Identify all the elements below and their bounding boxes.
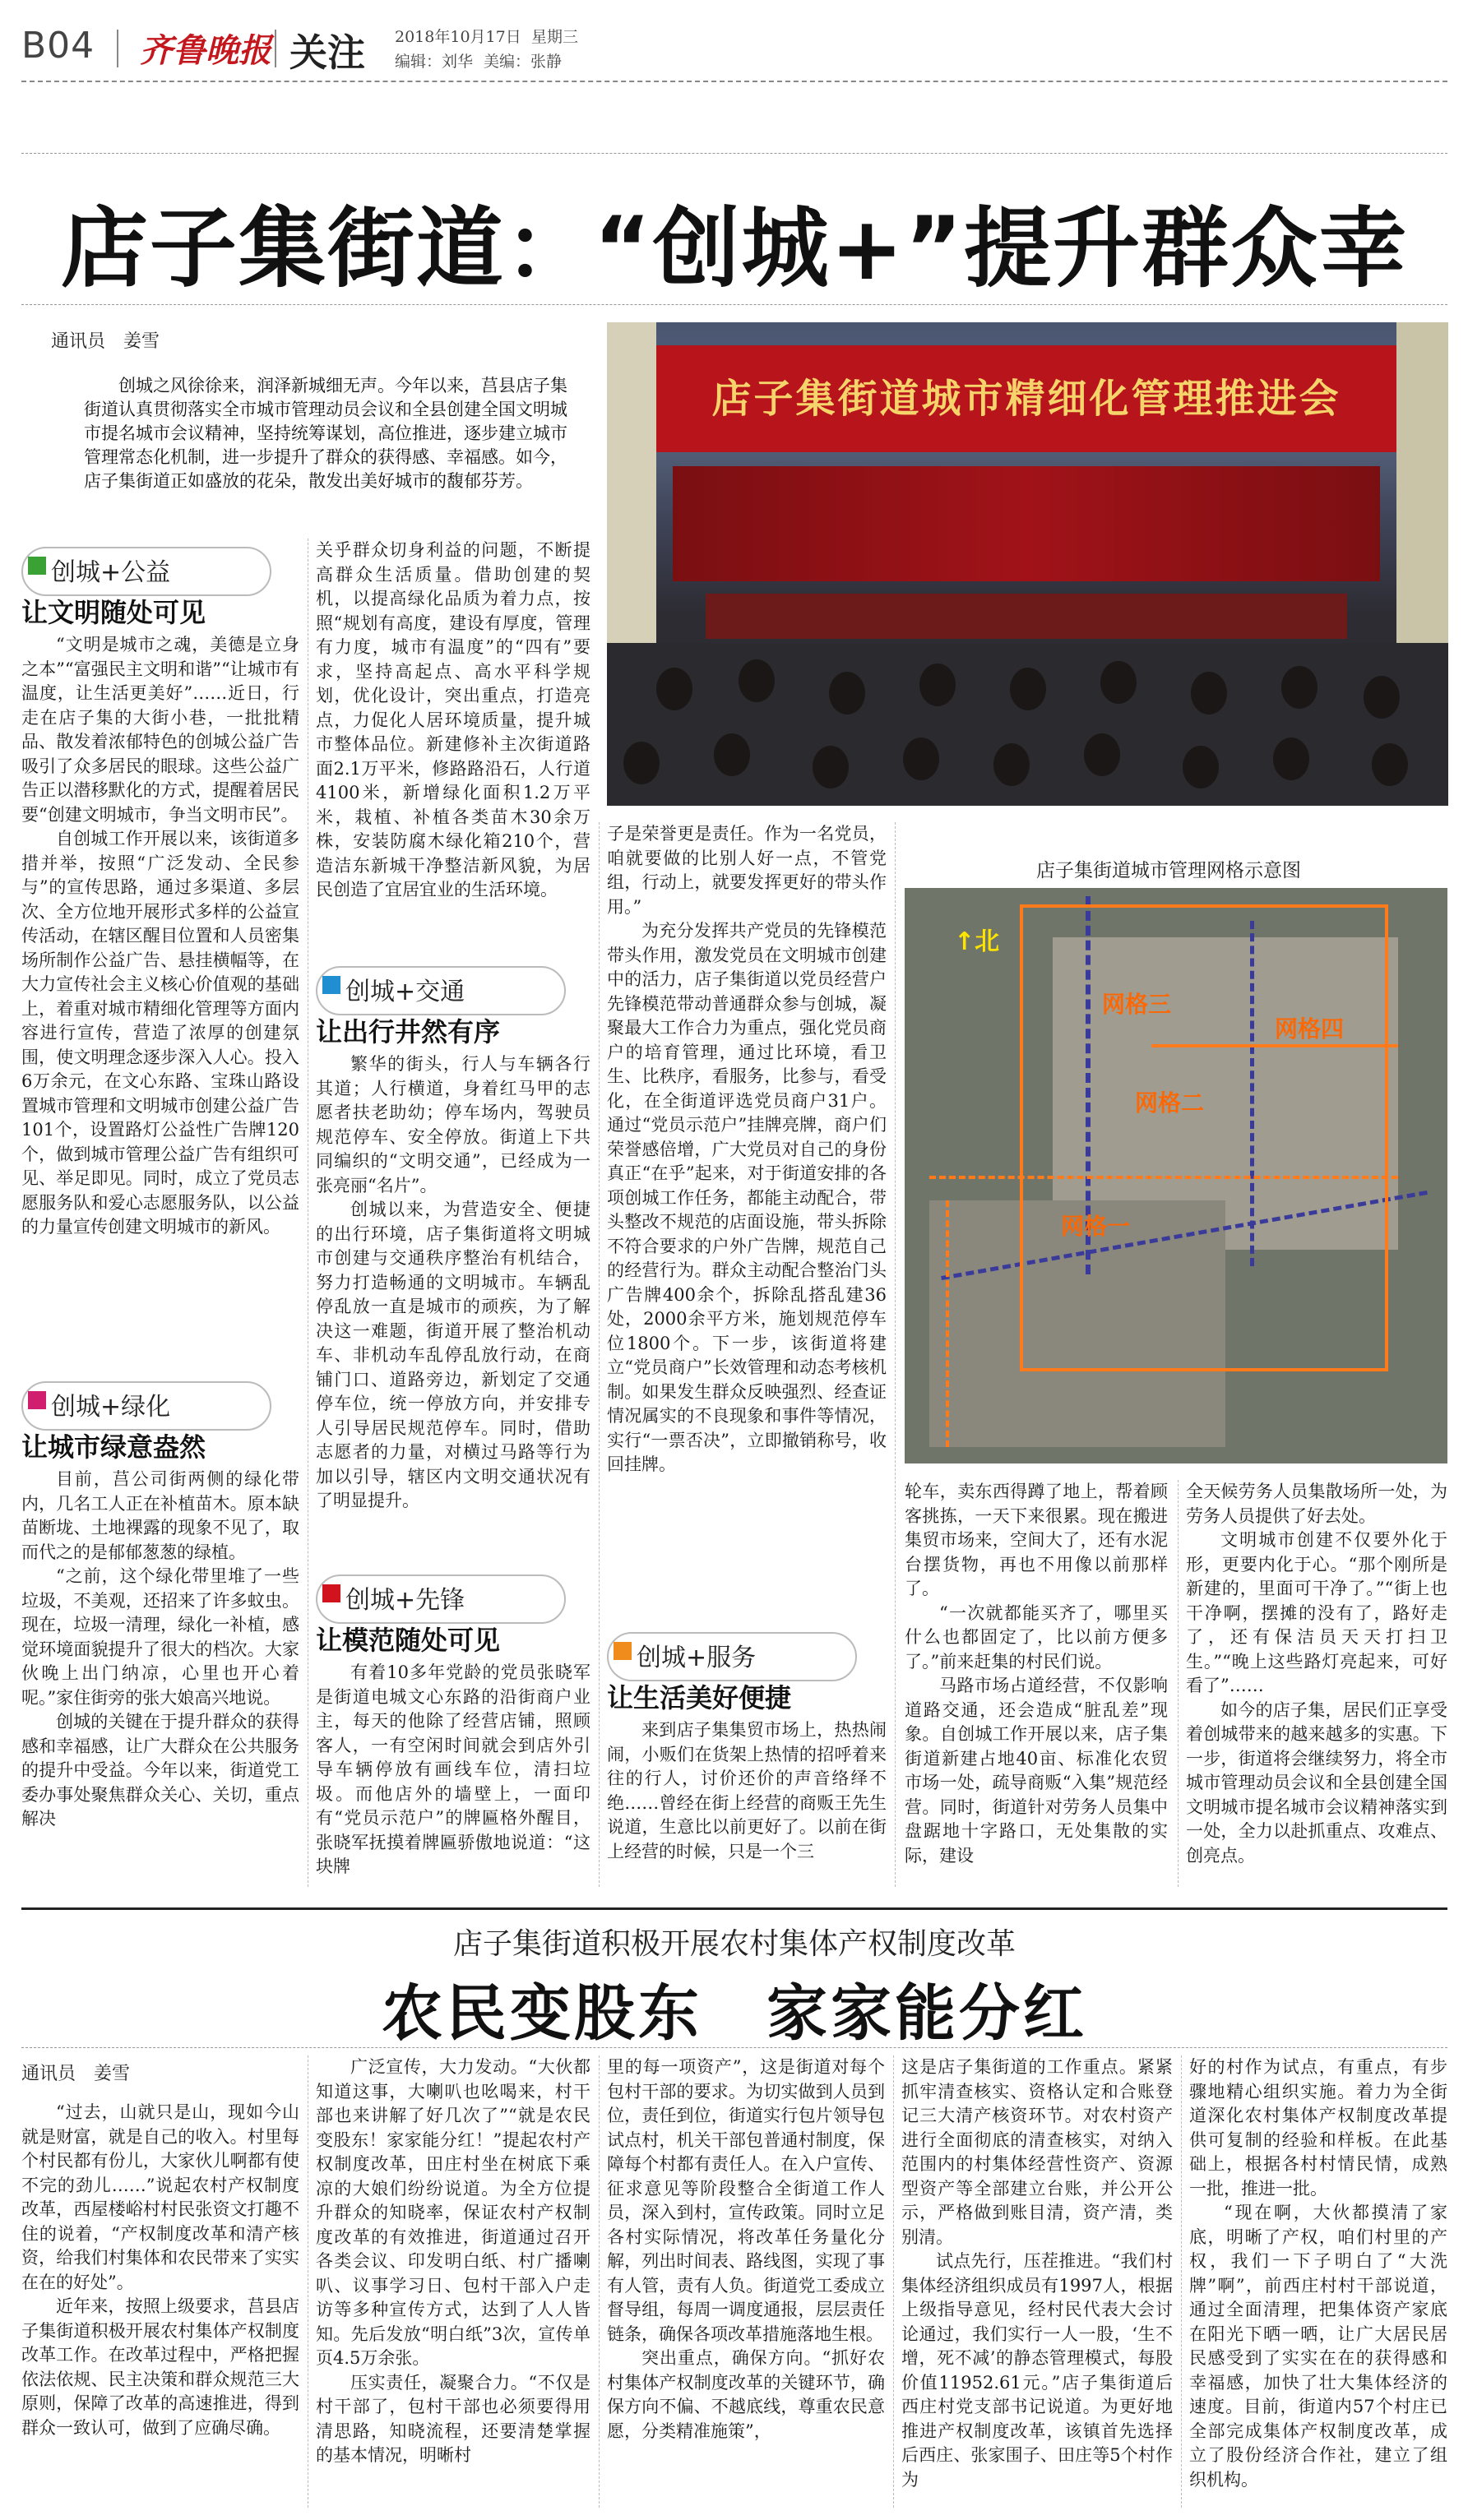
section-header-lvhua: 创城+绿化 bbox=[21, 1381, 271, 1431]
article2-kicker: 店子集街道积极开展农村集体产权制度改革 bbox=[452, 1927, 1016, 1961]
section-subtitle-fuwu: 让生活美好便捷 bbox=[607, 1682, 792, 1713]
article2-column-2: 广泛宣传，大力发动。“大伙都知道这事，大喇叭也吆喝来，村干部也来讲解了好几次了”“就是农民变股东！家家能分红！”提起农村产权制度改革，田庄村坐在树底下乘凉的大娘们纷纷说道。为全方位提升群众的知晓率，保证农村产权制度改革的有效推进，街道通过召开各类会议、印发明白纸、村广播喇叭、议事学习日、包村干部入户走访等多种宣传方式，达到了人人皆知。先后发放“明白纸”3次，宣传单页4.5万余张。 压实责任，凝聚合力。“不仅是村干部了，包村干部也必须要得用清思路，知晓流程，还要清楚掌握的基本情况，明晰村 bbox=[316, 2057, 590, 2465]
meeting-photo bbox=[607, 322, 1448, 806]
editor-credit: 编辑：刘华 bbox=[395, 53, 474, 71]
column-1-text-b: 目前，莒公司街两侧的绿化带内，几名工人正在补植苗木。原本缺苗断垅、土地裸露的现象不见了，取而代之的是郁郁葱葱的绿植。 “之前，这个绿化带里堆了一些垃圾，不美观，还招来了许多蚊虫。现在，垃圾一清理，绿化一补植，感觉环境面貌提升了很大的档次。大家伙晚上出门纳凉，心里也开心着呢。”家住街旁的张大娘高兴地说。 创城的关键在于提升群众的获得感和幸福感，让广大群众在公共服务的提升中受益。今年以来，街道党工委办事处聚焦群众关心、关切，重点解决 bbox=[21, 1469, 299, 1829]
header-separator bbox=[117, 30, 118, 67]
orange-square-icon bbox=[614, 1642, 632, 1660]
column-4-text: 轮车，卖东西得蹲了地上，帮着顾客挑拣，一天下来很累。现在搬进集贸市场来，空间大了，还有水泥台摆货物，再也不用像以前那样了。 “一次就都能买齐了，哪里买什么也都固定了，比以前方便多了。”前来赶集的村民们说。 马路市场占道经营，不仅影响道路交通，还会造成“脏乱差”现象。自创城工作开展以来，店子集街道新建占地40亩、标准化农贸市场一处，疏导商贩“入集”规范经营。同时，街道针对劳务人员集中盘踞地十字路口，无处集散的实际，建设 bbox=[905, 1482, 1168, 1866]
column-3-text-a: 子是荣誉更是责任。作为一名党员，咱就要做的比别人好一点，不管党组，行动上，就要发挥更好的带头作用。” 为充分发挥共产党员的先锋模范带头作用，激发党员在文明城市创建中的活力，店子集街道以党员经营户先锋模范带动普通群众参与创城，凝聚最大工作合力为重点，强化党员商户的培育管理，通过比环境，看卫生、比秩序，看服务，比参与，看受化，在全街道评选党员商户31户。通过“党员示范户”挂牌亮牌，商户们荣誉感倍增，广大党员对自己的身份真正“在乎”起来，对于街道安排的各项创城工作任务，都能主动配合，带头整改不规范的店面设施，带头拆除不符合要求的户外广告牌，规范自己的经营行为。群众主动配合整治门头广告牌400余个，拆除乱搭乱建36处，2000余平方米，施划规范停车位1800个。下一步，该街道将建立“党员商户”长效管理和动态考核机制。如果发生群众反映强烈、经查证情况属实的不良现象和事件等情况，实行“一票否决”，立即撤销称号，收回挂牌。 bbox=[607, 824, 887, 1474]
column-rule bbox=[895, 822, 896, 1887]
map-title: 店子集街道城市管理网格示意图 bbox=[1036, 860, 1301, 881]
pink-square-icon bbox=[28, 1391, 46, 1409]
article2-column-1: “过去，山就只是山，现如今山就是财富，就是自己的收入。村里每个村民都有份儿，大家伙儿啊都有使不完的劲儿……”说起农村产权制度改革，西屋楼峪村村民张资文打趣不住的说着，“产权制度改革和清产核资，给我们村集体和农民带来了实实在在的好处”。 近年来，按照上级要求，莒县店子集街道积极开展农村集体产权制度改革工作。在改革过程中，严格把握依法依规、民主决策和群众规范三大原则，保障了改革的高速推进，得到群众一致认可，做到了应确尽确。 bbox=[21, 2102, 299, 2438]
section-header-xianfeng: 创城+先锋 bbox=[316, 1574, 566, 1624]
main-headline: 店子集街道：“创城+”提升群众幸 bbox=[60, 198, 1409, 299]
article2-byline: 通讯员 姜雪 bbox=[21, 2064, 131, 2084]
red-square-icon bbox=[322, 1584, 340, 1602]
designer-credit: 美编：张静 bbox=[484, 53, 563, 71]
byline: 通讯员 姜雪 bbox=[51, 331, 160, 352]
section-title: 关注 bbox=[289, 30, 365, 75]
article2-column-5: 好的村作为试点，有重点，有步骤地精心组织实施。着力为全街道深化农村集体产权制度改革提供可复制的经验和样板。在此基础上，根据各村村情民情，成熟一批，推进一批。 “现在啊，大伙都摸清了家底，明晰了产权，咱们村里的产权，我们一下子明白了“大洗牌”啊”，前西庄村村干部说道，通过全面清理，把集体资产家底在阳光下晒一晒，让广大居民居民感受到了实实在在的获得感和幸福感，加快了壮大集体经济的速度。目前，街道内57个村庄已全部完成集体产权制度改革，成立了股份经济合作社，建立了组织机构。 bbox=[1189, 2057, 1447, 2490]
article2-column-3: 里的每一项资产”，这是街道对每个包村干部的要求。为切实做到人员到位，责任到位，街道实行包片领导包试点村，机关干部包普通村制度，保障每个村都有责任人。在入户宣传、征求意见等阶段整合全街道工作人员，深入到村，宣传政策。同时立足各村实际情况，将改革任务量化分解，列出时间表、路线图，实现了事有人管，责有人负。街道党工委成立督导组，每周一调度通报，层层责任链条，确保各项改革措施落地生根。 突出重点，确保方向。“抓好农村集体产权制度改革的关键环节，确保方向不偏、不越底线，尊重农民意愿，分类精准施策”， bbox=[607, 2057, 885, 2441]
section-subtitle-xianfeng: 让模范随处可见 bbox=[316, 1625, 501, 1656]
headline-rule-top bbox=[21, 153, 1447, 154]
page-number: B04 bbox=[21, 25, 95, 67]
blue-square-icon bbox=[322, 976, 340, 994]
article-divider bbox=[21, 1907, 1447, 1910]
column-rule bbox=[893, 2055, 894, 2508]
map-label-grid3: 网格三 bbox=[1102, 991, 1172, 1018]
article2-headline: 农民变股东 家家能分红 bbox=[382, 1978, 1087, 2049]
grid-map bbox=[905, 888, 1447, 1463]
column-2-text-b: 繁华的街头，行人与车辆各行其道；人行横道，身着红马甲的志愿者扶老助幼；停车场内，驾驶员规范停车、安全停放。街道上下共同编织的“文明交通”，已经成为一张亮丽“名片”。 创城以来，为营造安全、便捷的出行环境，店子集街道将文明城市创建与交通秩序整治有机结合，努力打造畅通的文明城市。车辆乱停乱放一直是城市的顽疾，为了解决这一难题，街道开展了整治机动车、非机动车乱停乱放行动，在商铺门口、道路旁边，新划定了交通停车位，统一停放方向，并安排专人引导居民规范停车。同时，借助志愿者的力量，对横过马路等行为加以引导，辖区内文明交通状况有了明显提升。 bbox=[316, 1054, 590, 1510]
section-header-fuwu: 创城+服务 bbox=[607, 1632, 857, 1681]
column-rule bbox=[599, 822, 600, 1887]
section-header-jiaotong: 创城+交通 bbox=[316, 966, 566, 1015]
column-1-text-a: “文明是城市之魂，美德是立身之本”“富强民主文明和谐”“让城市有温度，让生活更美好”……近日，行走在店子集的大街小巷，一批批精品、散发着浓郁特色的创城公益广告吸引了众多居民的眼球。这些公益广告正以潜移默化的方式，提醒着居民要“创建文明城市，争当文明市民”。 自创城工作开展以来，该街道多措并举，按照“广泛发动、全民参与”的宣传思路，通过多渠道、多层次、全方位地开展形式多样的公益宣传活动，在辖区醒目位置和人员密集场所制作公益广告、悬挂横幅等，在大力宣传社会主义核心价值观的基础上，着重对城市精细化管理等方面内容进行宣传，营造了浓厚的创建氛围，使文明理念逐步深入人心。投入6万余元，在文心东路、宝珠山路设置城市管理和文明城市创建公益广告101个，设置路灯公益性广告牌120个，做到城市管理公益广告有组织可见、举足即见。同时，成立了党员志愿服务队和爱心志愿服务队，以公益的力量宣传创建文明城市的新风。 bbox=[21, 635, 299, 1237]
issue-date: 2018年10月17日 bbox=[395, 28, 521, 46]
column-rule bbox=[599, 2055, 600, 2508]
column-rule bbox=[1178, 1480, 1179, 1887]
column-5-text: 全天候劳务人员集散场所一处，为劳务人员提供了好去处。 文明城市创建不仅要外化于形，更要内化于心。“那个刚所是新建的，里面可干净了。”“街上也干净啊，摆摊的没有了，路好走了，还有保洁员天天打扫卫生。”“晚上这些路灯亮起来，可好看了”…… 如今的店子集，居民们正享受着创城带来的越来越多的实惠。下一步，街道将会继续努力，将全市城市管理动员会议和全县创建全国文明城市提名城市会议精神落实到一处，全力以赴抓重点、攻难点、创亮点。 bbox=[1186, 1482, 1447, 1866]
headline-rule-bottom bbox=[21, 304, 1447, 305]
article2-column-4: 这是店子集街道的工作重点。紧紧抓牢清查核实、资格认定和合账登记三大清产核资环节。对农村资产进行全面彻底的清查核实，对纳入范围内的村集体经营性资产、资源型资产等全部建立台账，并公开公示，严格做到账目清，资产清，类别清。 试点先行，压茬推进。“我们村集体经济组织成员有1997人，根据上级指导意见，经村民代表大会讨论通过，我们实行一人一股，‘生不增，死不减’的静态管理模式，每股价值11952.61元。”店子集街道后西庄村党支部书记说道。为更好地推进产权制度改革，该镇首先选择后西庄、张家围子、田庄等5个村作为 bbox=[901, 2057, 1173, 2490]
section-header-gongyi: 创城+公益 bbox=[21, 547, 271, 596]
issue-weekday: 星期三 bbox=[531, 28, 579, 46]
green-square-icon bbox=[28, 557, 46, 575]
column-rule bbox=[1181, 2055, 1182, 2508]
north-arrow-icon: ↑北 bbox=[954, 927, 1000, 956]
header-rule bbox=[21, 81, 1447, 82]
section-subtitle-gongyi: 让文明随处可见 bbox=[21, 597, 206, 628]
newspaper-logo: 齐鲁晚报 bbox=[140, 31, 271, 70]
column-2-text-a: 关乎群众切身利益的问题，不断提高群众生活质量。借助创建的契机，以提高绿化品质为着力点，按照“规划有高度，建设有厚度，管理有力度，城市有温度”的“四有”要求，坚持高起点、高水平科学规划，优化设计，突出重点，打造亮点，力促化人居环境质量，提升城市整体品位。新建修补主次街道路面2.1万平米，修路路沿石，人行道4100米，新增绿化面积1.2万平米，栽植、补植各类苗木30余万株，安装防腐木绿化箱210个，营造洁东新城干净整洁新风貌，为居民创造了宜居宜业的生活环境。 bbox=[316, 540, 590, 899]
meeting-banner: 店子集街道城市精细化管理推进会 bbox=[656, 345, 1396, 452]
article2-rule bbox=[21, 2047, 1447, 2048]
map-label-grid2: 网格二 bbox=[1135, 1089, 1205, 1117]
map-label-grid1: 网格一 bbox=[1061, 1213, 1131, 1240]
header-separator bbox=[275, 30, 276, 67]
column-2-text-c: 有着10多年党龄的党员张晓军是街道电城文心东路的沿街商户业主，每天的他除了经营店铺，照顾客人，一有空闲时间就会到店外引导车辆停放有画线车位，清扫垃圾。而他店外的墙壁上，一面印有“党员示范户”的牌匾格外醒目，张晓军抚摸着牌匾骄傲地说道：“这块牌 bbox=[316, 1662, 590, 1876]
section-subtitle-lvhua: 让城市绿意盎然 bbox=[21, 1431, 206, 1463]
map-label-grid4: 网格四 bbox=[1275, 1015, 1345, 1043]
column-3-text-b: 来到店子集集贸市场上，热热闹闹，小贩们在货架上热情的招呼着来往的行人，讨价还价的声音络绎不绝……曾经在街上经营的商贩王先生说道，生意比以前更好了。以前在街上经营的时候，只是一个三 bbox=[607, 1720, 887, 1861]
lead-paragraph: 创城之风徐徐来，润泽新城细无声。今年以来，莒县店子集街道认真贯彻落实全市城市管理动员会议和全县创建全国文明城市提名城市会议精神，坚持统筹谋划，高位推进，逐步建立城市管理常态化机制，进一步提升了群众的获得感、幸福感。如今，店子集街道正如盛放的花朵，散发出美好城市的馥郁芬芳。 bbox=[84, 376, 567, 491]
section-subtitle-jiaotong: 让出行井然有序 bbox=[316, 1016, 501, 1047]
